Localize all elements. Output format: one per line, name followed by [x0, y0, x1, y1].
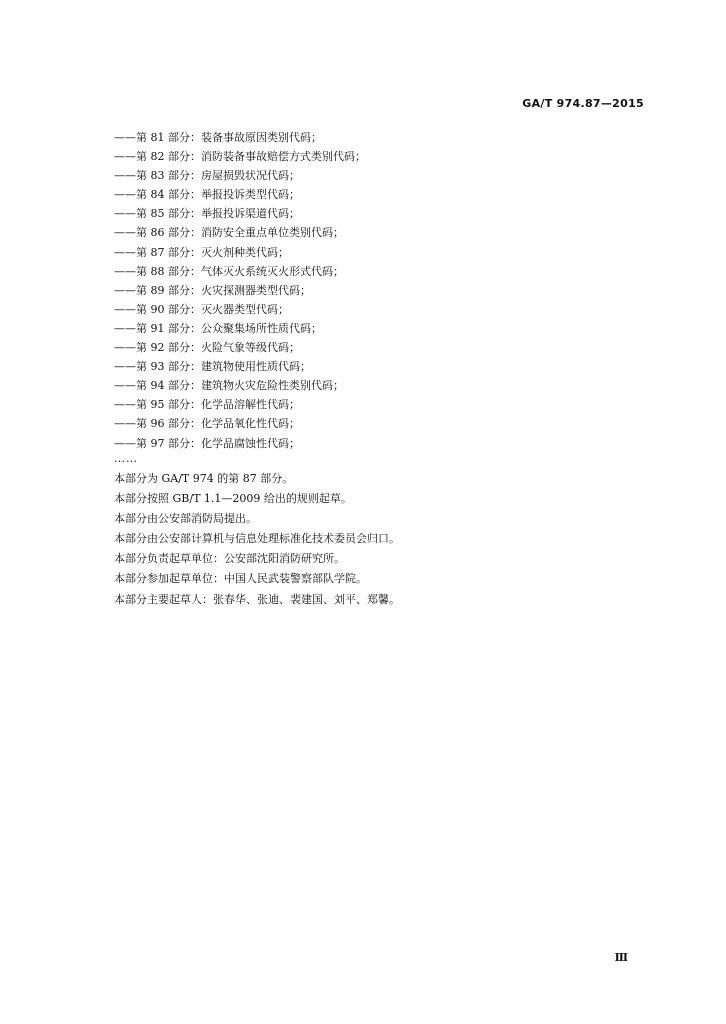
foreword-line: 本部分由公安部消防局提出。 [114, 512, 257, 526]
list-item: ——第 95 部分：化学品溶解性代码； [114, 398, 300, 412]
list-item: ——第 86 部分：消防安全重点单位类别代码； [114, 226, 344, 240]
list-item: ——第 85 部分：举报投诉渠道代码； [114, 207, 300, 221]
foreword-line: 本部分参加起草单位：中国人民武装警察部队学院。 [114, 572, 367, 586]
foreword-line: 本部分主要起草人：张春华、张迪、裴建国、刘平、郑馨。 [114, 592, 400, 606]
list-ellipsis: …… [114, 451, 138, 465]
foreword-paragraphs [114, 469, 634, 610]
list-item: ——第 96 部分：化学品氧化性代码； [114, 417, 300, 431]
list-item: ——第 92 部分：火险气象等级代码； [114, 341, 300, 355]
list-item: ——第 87 部分：灭火剂种类代码； [114, 245, 289, 259]
list-item: ——第 84 部分：举报投诉类型代码； [114, 188, 300, 202]
foreword-line: 本部分按照 GB/T 1.1—2009 给出的规则起草。 [114, 492, 352, 506]
list-item: ——第 83 部分：房屋损毁状况代码； [114, 169, 300, 183]
foreword-line: 本部分由公安部计算机与信息处理标准化技术委员会归口。 [114, 532, 400, 546]
foreword-line: 本部分负责起草单位：公安部沈阳消防研究所。 [114, 552, 345, 566]
standard-number: GA/T 974.87—2015 [522, 97, 644, 110]
list-item: ——第 81 部分：装备事故原因类别代码； [114, 131, 322, 144]
foreword-line: 本部分为 GA/T 974 的第 87 部分。 [114, 472, 294, 485]
list-item: ——第 94 部分：建筑物火灾危险性类别代码； [114, 379, 344, 393]
page-number: Ⅲ [614, 951, 628, 964]
parts-list [114, 128, 634, 469]
list-item: ——第 82 部分：消防装备事故赔偿方式类别代码； [114, 150, 366, 164]
list-item: ——第 90 部分：灭火器类型代码； [114, 302, 289, 316]
list-item: ——第 93 部分：建筑物使用性质代码； [114, 360, 311, 374]
list-item: ——第 89 部分：火灾探测器类型代码； [114, 283, 311, 297]
list-item: ——第 91 部分：公众聚集场所性质代码； [114, 321, 322, 335]
list-item: ——第 88 部分：气体灭火系统灭火形式代码； [114, 264, 344, 278]
list-item: ——第 97 部分：化学品腐蚀性代码； [114, 436, 300, 450]
